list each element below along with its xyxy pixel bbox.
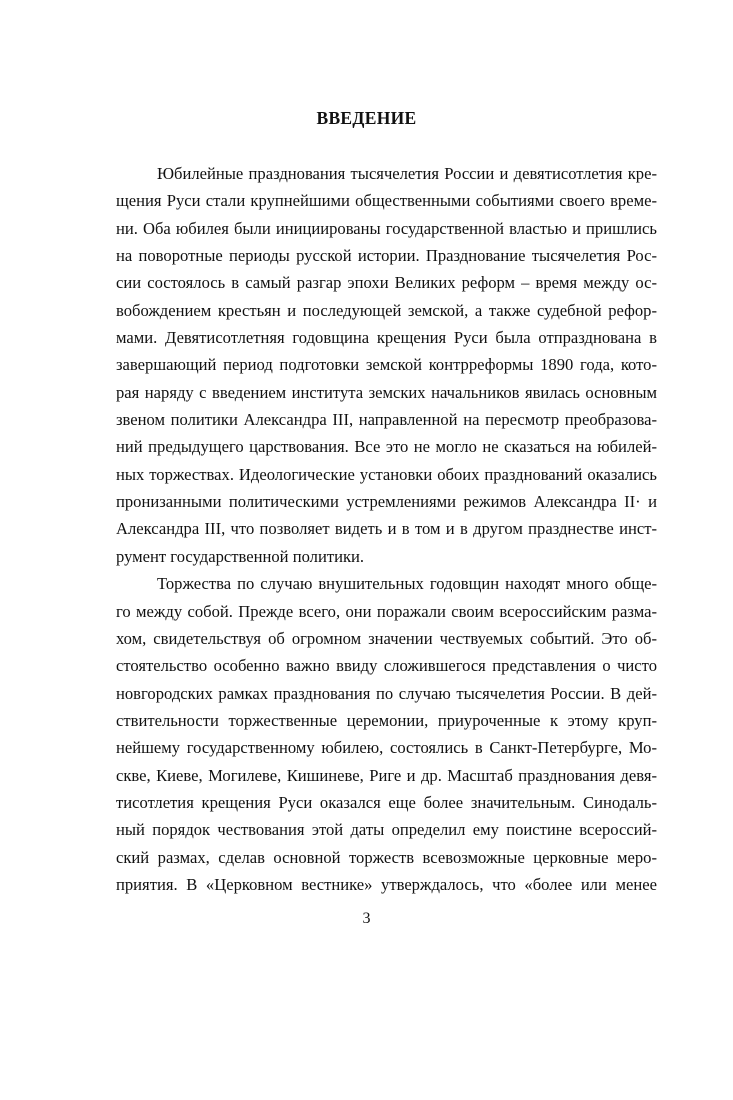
text-line: вобождением крестьян и последующей земской, а также судебной рефор- — [116, 300, 657, 320]
page-title: ВВЕДЕНИЕ — [316, 108, 417, 128]
text-line: Юбилейные празднования тысячелетия России и девятисотлетия кре- — [157, 164, 657, 183]
text-line: румент государственной политики. — [116, 546, 365, 566]
text-line: мами. Девятисотлетняя годовщина крещения Руси была отпразднована в — [116, 328, 657, 348]
text-line: сии состоялось в самый разгар эпохи Великих реформ – время между ос- — [116, 273, 657, 293]
text-line: ский размах, сделав основной торжеств всевозможные церковные меро- — [116, 847, 657, 867]
text-line: хом, свидетельствуя об огромном значении чествуемых событий. Это об- — [116, 628, 657, 648]
text-line: щения Руси стали крупнейшими общественными событиями своего време- — [116, 191, 657, 211]
text-line: тисотлетия крещения Руси оказался еще более значительным. Синодаль- — [116, 792, 657, 812]
text-line: нейшему государственному юбилею, состоялись в Санкт-Петербурге, Мо- — [116, 738, 657, 758]
text-line: ний предыдущего царствования. Все это не могло не сказаться на юбилей- — [116, 437, 657, 457]
text-line: ных торжествах. Идеологические установки обоих празднований оказались — [116, 464, 657, 484]
text-line: на поворотные периоды русской истории. Празднование тысячелетия Рос- — [116, 246, 657, 266]
text-line: звеном политики Александра III, направленной на пересмотр преобразова- — [116, 410, 657, 430]
text-line: ни. Оба юбилея были инициированы государственной властью и пришлись — [116, 218, 657, 238]
text-line: го между собой. Прежде всего, они поражали своим всероссийским разма- — [116, 601, 657, 621]
text-line: приятия. В «Церковном вестнике» утверждалось, что «более или менее — [116, 874, 657, 894]
page-number: 3 — [362, 910, 371, 927]
text-line: скве, Киеве, Могилеве, Кишиневе, Риге и др. Масштаб празднования девя- — [116, 765, 657, 785]
text-line: Александра III, что позволяет видеть и в том и в другом празднестве инст- — [116, 519, 657, 539]
text-line: Торжества по случаю внушительных годовщин находят много обще- — [157, 574, 657, 594]
text-line: пронизанными политическими устремлениями режимов Александра II· и — [116, 492, 657, 512]
text-line: ствительности торжественные церемонии, приуроченные к этому круп- — [116, 710, 657, 730]
text-line: рая наряду с введением института земских начальников явилась основным — [116, 382, 657, 402]
text-line: ный порядок чествования этой даты определил ему поистине всероссий- — [116, 820, 657, 840]
text-line: новгородских рамках празднования по случаю тысячелетия России. В дей- — [116, 683, 657, 703]
body-text — [116, 160, 657, 898]
text-line: стоятельство особенно важно ввиду сложившегося представления о чисто — [116, 656, 657, 676]
text-line: завершающий период подготовки земской контрреформы 1890 года, кото- — [116, 355, 657, 375]
